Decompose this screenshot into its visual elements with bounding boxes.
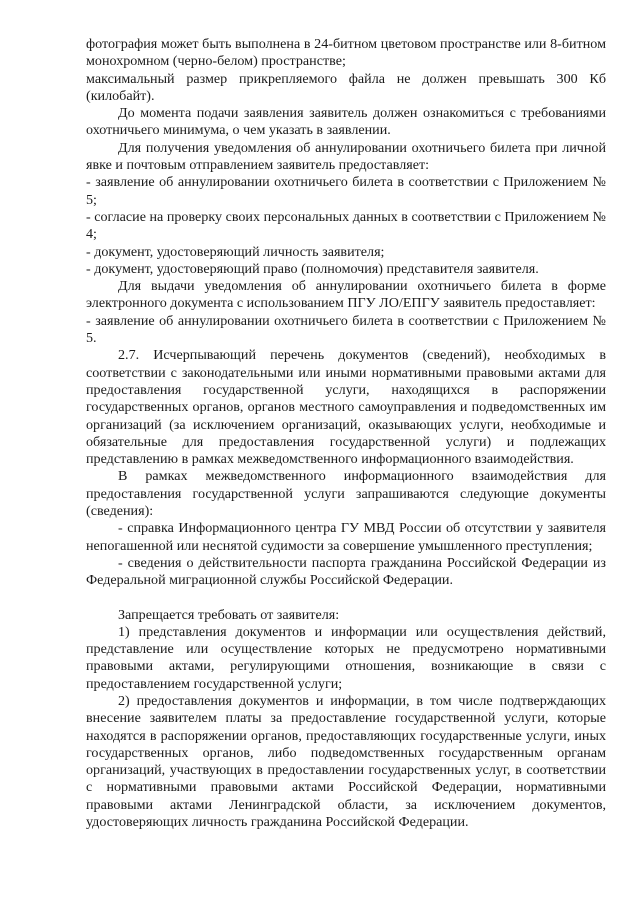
list-item-application: - заявление об аннулировании охотничьего билета в соответствии с Приложением № 5; bbox=[86, 174, 606, 208]
list-item-criminal-record-certificate: - справка Информационного центра ГУ МВД России об отсутствии у заявителя непогашенной или неснятой судимости за совершение умышленного преступления; bbox=[86, 520, 606, 554]
paragraph-prohibitions: Запрещается требовать от заявителя: bbox=[118, 606, 340, 623]
paragraph-photo-format: фотография может быть выполнена в 24-битном цветовом пространстве или 8-битном монохромном (черно-белом) пространстве; bbox=[86, 36, 606, 70]
paragraph-file-size: максимальный размер прикрепляемого файла не должен превышать 300 Кб (килобайт). bbox=[86, 70, 606, 104]
paragraph-personal-visit: Для получения уведомления об аннулировании охотничьего билета при личной явке и почтовым отправлением заявитель предоставляет: bbox=[86, 139, 606, 174]
paragraph-electronic-form: Для выдачи уведомления об аннулировании охотничьего билета в форме электронного документа с использованием ПГУ ЛО/ЕПГУ заявитель предоставляет: bbox=[86, 278, 606, 312]
list-item-prohibition-1: 1) представления документов и информации или осуществления действий, представление или осуществление которых не предусмотрено нормативными правовыми актами, регулирующими отношения, возникающие в связи с предоставлением государственной услуги; bbox=[86, 623, 606, 692]
paragraph-hunting-minimum: До момента подачи заявления заявитель должен ознакомиться с требованиями охотничьего минимума, о чем указать в заявлении. bbox=[86, 105, 606, 139]
list-item-identity-document: - документ, удостоверяющий личность заявителя; bbox=[86, 243, 385, 260]
list-item-passport-validity: - сведения о действительности паспорта гражданина Российской Федерации из Федеральной миграционной службы Российской Федерации. bbox=[86, 554, 606, 589]
section-2-7: 2.7. Исчерпывающий перечень документов (сведений), необходимых в соответствии с законодательными или иными нормативными правовыми актами для предоставления государственной услуги, находящихся в распоряжении государственных органов, органов местного самоуправления и подведомственных им организаций (за исключением организаций, оказывающих услуги, необходимые и обязательные для предоставления государственной услуги) и подлежащих представлению в рамках межведомственного информационного взаимодействия. bbox=[86, 347, 606, 468]
document-body bbox=[86, 36, 606, 831]
list-item-consent: - согласие на проверку своих персональных данных в соответствии с Приложением № 4; bbox=[86, 208, 606, 243]
list-item-electronic-application: - заявление об аннулировании охотничьего билета в соответствии с Приложением № 5. bbox=[86, 312, 606, 347]
list-item-prohibition-2: 2) предоставления документов и информации, в том числе подтверждающих внесение заявителем платы за предоставление государственной услуги, которые находятся в распоряжении органов, предоставляющих государственные услуги, иных государственных органов, либо подведомственных государственным органам организаций, участвующих в предоставлении государственных услуг, в соответствии с нормативными правовыми актами Российской Федерации, нормативными правовыми актами Ленинградской области, за исключением документов, удостоверяющих личность гражданина Российской Федерации. bbox=[86, 692, 606, 831]
paragraph-interagency-requests: В рамках межведомственного информационного взаимодействия для предоставления государственной услуги запрашиваются следующие документы (сведения): bbox=[86, 468, 606, 520]
list-item-authority-document: - документ, удостоверяющий право (полномочия) представителя заявителя. bbox=[86, 260, 539, 277]
